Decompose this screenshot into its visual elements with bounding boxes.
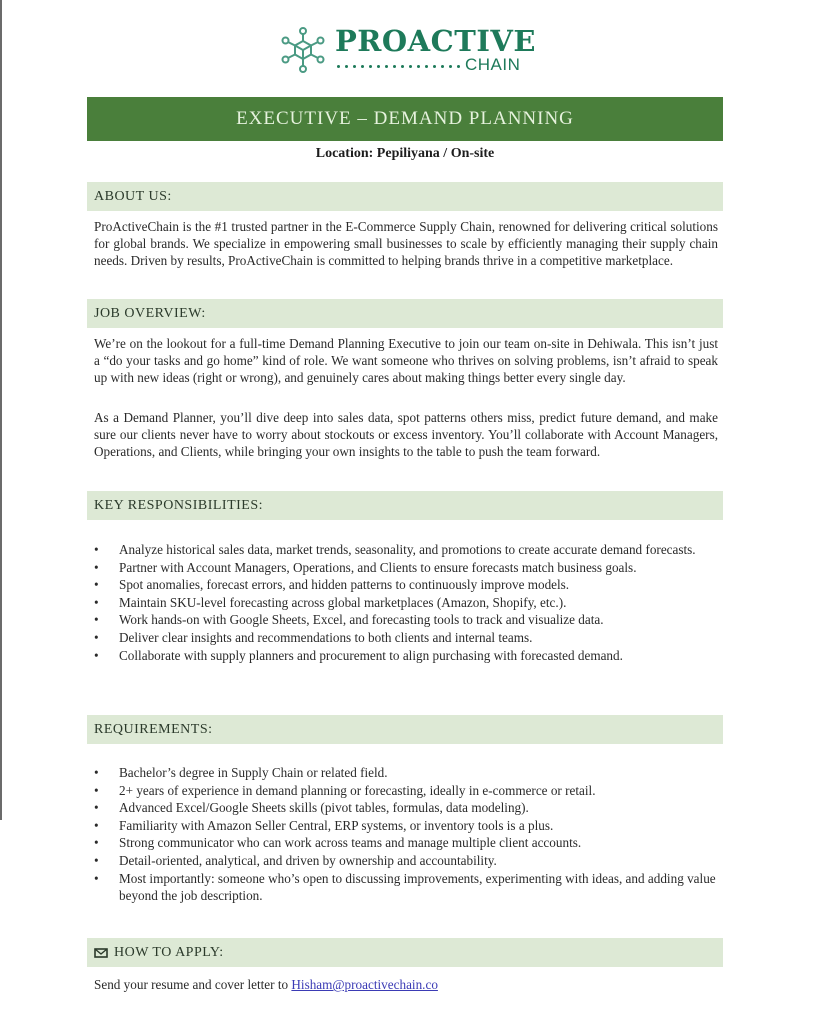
about-text: ProActiveChain is the #1 trusted partner in the E-Commerce Supply Chain, renowned for delivering critical solutions for global brands. We specialize in empowering small businesses to scale by efficiently managing their supply chain needs. Driven by results, ProActiveChain is committed to helping brands thrive in a competitive marketplace. (94, 219, 718, 269)
section-heading: REQUIREMENTS: (94, 721, 213, 737)
list-item-text: Familiarity with Amazon Seller Central, ERP systems, or inventory tools is a plus. (119, 817, 554, 833)
list-item-text: Advanced Excel/Google Sheets skills (pivot tables, formulas, data modeling). (119, 800, 529, 816)
network-cube-icon (281, 26, 325, 74)
overview-paragraph: We’re on the lookout for a full-time Demand Planning Executive to join our team on-site in Dehiwala. This isn’t just a “do your tasks and go home” kind of role. We want someone who thrives on solving problems, isn’t afraid to speak up with new ideas (right or wrong), and genuinely cares about making things better every single day. (94, 336, 718, 386)
list-item-text: Work hands-on with Google Sheets, Excel, and forecasting tools to track and visualize data. (119, 612, 604, 628)
list-item (94, 852, 724, 870)
job-location: Location: Pepiliyana / On-site (315, 146, 495, 161)
logo-subtitle: CHAIN (465, 55, 521, 74)
bullet: • (94, 542, 99, 557)
logo-title: PROACTIVE (335, 24, 537, 58)
list-item-text: Analyze historical sales data, market trends, seasonality, and promotions to create accurate demand forecasts. (119, 542, 696, 557)
section-header-responsibilities (87, 491, 723, 520)
list-item-text: Collaborate with supply planners and procurement to align purchasing with forecasted demand. (119, 647, 623, 663)
list-item-text: Most importantly: someone who’s open to discussing improvements, experimenting with ideas, and adding value beyond the job description. (119, 870, 716, 904)
list-item (94, 541, 724, 559)
section-heading: KEY RESPONSIBILITIES: (94, 497, 264, 513)
section-heading: ABOUT US: (94, 188, 172, 204)
page-edge-line (0, 0, 2, 820)
section-heading: JOB OVERVIEW: (94, 305, 206, 321)
overview-paragraph: As a Demand Planner, you’ll dive deep into sales data, spot patterns others miss, predict future demand, and make sure our clients never have to worry about stockouts or excess inventory. You’ll collaborate with Account Managers, Operations, and Clients, while bringing your own insights to the table to push the team forward. (94, 410, 718, 460)
list-item-text: Detail-oriented, analytical, and driven by ownership and accountability. (119, 852, 497, 868)
list-item-text: Bachelor’s degree in Supply Chain or related field. (119, 765, 388, 780)
list-item-text: Deliver clear insights and recommendations to both clients and internal teams. (119, 629, 533, 645)
section-header-apply (87, 938, 723, 967)
bullet: • (94, 577, 99, 593)
logo-dotted-line (337, 59, 467, 73)
bullet: • (94, 870, 99, 886)
list-item-text: 2+ years of experience in demand planning or forecasting, ideally in e-commerce or retail. (119, 782, 596, 798)
bullet: • (94, 647, 99, 663)
list-item-text: Strong communicator who can work across teams and manage multiple client accounts. (119, 835, 582, 851)
list-item (94, 576, 724, 594)
bullet: • (94, 594, 99, 610)
list-item (94, 611, 724, 629)
responsibilities-list (94, 541, 724, 664)
list-item (94, 764, 724, 782)
apply-text (94, 976, 718, 993)
list-item (94, 629, 724, 647)
bullet: • (94, 782, 99, 798)
list-item-text: Maintain SKU-level forecasting across global marketplaces (Amazon, Shopify, etc.). (119, 594, 567, 610)
bullet: • (94, 765, 99, 780)
bullet: • (94, 800, 99, 816)
list-item (94, 594, 724, 612)
section-header-overview (87, 299, 723, 328)
job-title: EXECUTIVE – DEMAND PLANNING (236, 108, 574, 129)
bullet: • (94, 817, 99, 833)
list-item (94, 799, 724, 817)
bullet: • (94, 835, 99, 851)
list-item (94, 782, 724, 800)
bullet: • (94, 629, 99, 645)
requirements-list (94, 764, 724, 905)
bullet: • (94, 852, 99, 868)
email-link[interactable]: Hisham@proactivechain.co (291, 977, 438, 992)
list-item (94, 870, 724, 905)
list-item-text: Partner with Account Managers, Operations, and Clients to ensure forecasts match business goals. (119, 559, 637, 575)
bullet: • (94, 559, 99, 575)
section-header-about (87, 182, 723, 211)
envelope-icon (94, 948, 108, 958)
list-item-text: Spot anomalies, forecast errors, and hidden patterns to continuously improve models. (119, 577, 570, 593)
apply-instruction: Send your resume and cover letter to (94, 977, 292, 992)
list-item (94, 817, 724, 835)
list-item (94, 647, 724, 665)
list-item (94, 834, 724, 852)
section-heading: HOW TO APPLY: (114, 944, 224, 960)
company-logo (281, 24, 541, 80)
section-header-requirements (87, 715, 723, 744)
bullet: • (94, 612, 99, 628)
job-title-banner (87, 97, 723, 141)
list-item (94, 559, 724, 577)
